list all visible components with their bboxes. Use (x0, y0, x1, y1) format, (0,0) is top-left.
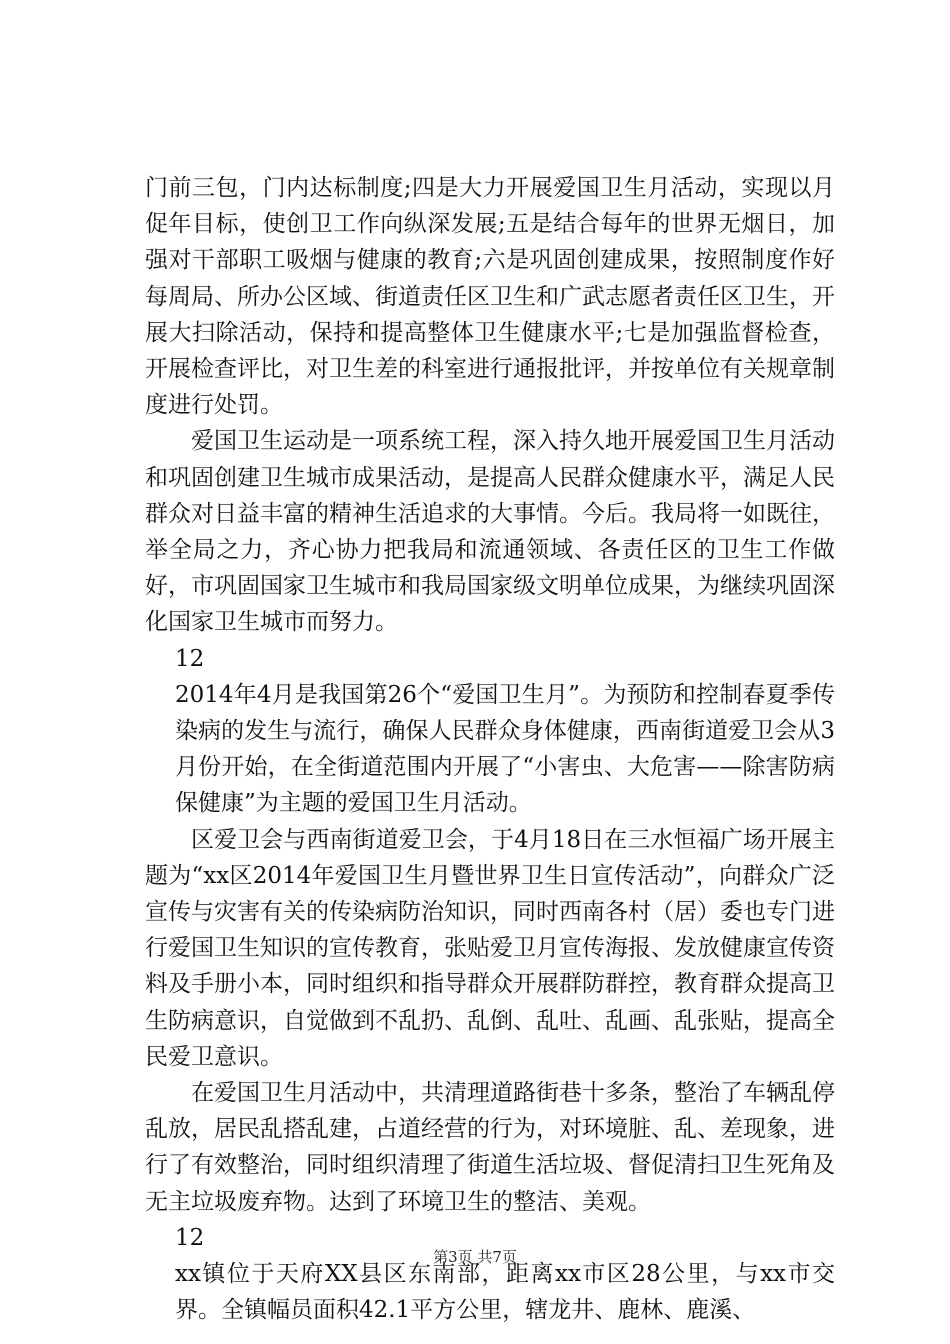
body-paragraph: xx镇位于天府XX县区东南部，距离xx市区28公里，与xx市交界。全镇幅员面积42.1平方公里，辖龙井、鹿林、鹿溪、 (175, 1261, 835, 1324)
body-paragraph: 门前三包，门内达标制度;四是大力开展爱国卫生月活动，实现以月促年目标，使创卫工作向纵深发展;五是结合每年的世界无烟日，加强对干部职工吸烟与健康的教育;六是巩固创建成果，按照制度作好每周局、所办公区域、街道责任区卫生和广武志愿者责任区卫生，开展大扫除活动，保持和提高整体卫生健康水平;七是加强监督检查，开展检查评比，对卫生差的科室进行通报批评，并按单位有关规章制度进行处罚。 (145, 175, 835, 419)
body-paragraph: 区爱卫会与西南街道爱卫会，于4月18日在三水恒福广场开展主题为“xx区2014年爱国卫生月暨世界卫生日宣传活动”，向群众广泛宣传与灾害有关的传染病防治知识，同时西南各村（居）委也专门进行爱国卫生知识的宣传教育，张贴爱卫月宣传海报、发放健康宣传资料及手册小本，同时组织和指导群众开展群防群控，教育群众提高卫生防病意识，自觉做到不乱扔、乱倒、乱吐、乱画、乱张贴，提高全民爱卫意识。 (145, 826, 835, 1070)
body-paragraph: 2014年4月是我国第26个“爱国卫生月”。为预防和控制春夏季传染病的发生与流行，确保人民群众身体健康，西南街道爱卫会从3月份开始，在全街道范围内开展了“小害虫、大危害——除害防病保健康”为主题的爱国卫生月活动。 (175, 681, 835, 817)
section-number: 12 (175, 645, 205, 672)
body-paragraph: 在爱国卫生月活动中，共清理道路街巷十多条，整治了车辆乱停乱放，居民乱搭乱建，占道经营的行为，对环境脏、乱、差现象，进行了有效整治，同时组织清理了街道生活垃圾、督促清扫卫生死角及无主垃圾废弃物。达到了环境卫生的整洁、美观。 (145, 1080, 835, 1215)
page-footer: 第3页 共7页 (433, 1248, 517, 1266)
document-body (145, 170, 835, 1329)
body-paragraph: 爱国卫生运动是一项系统工程，深入持久地开展爱国卫生月活动和巩固创建卫生城市成果活动，是提高人民群众健康水平，满足人民群众对日益丰富的精神生活追求的大事情。今后。我局将一如既往，举全局之力，齐心协力把我局和流通领域、各责任区的卫生工作做好，市巩固国家卫生城市和我局国家级文明单位成果，为继续巩固深化国家卫生城市而努力。 (145, 428, 835, 636)
section-number: 12 (175, 1224, 205, 1251)
